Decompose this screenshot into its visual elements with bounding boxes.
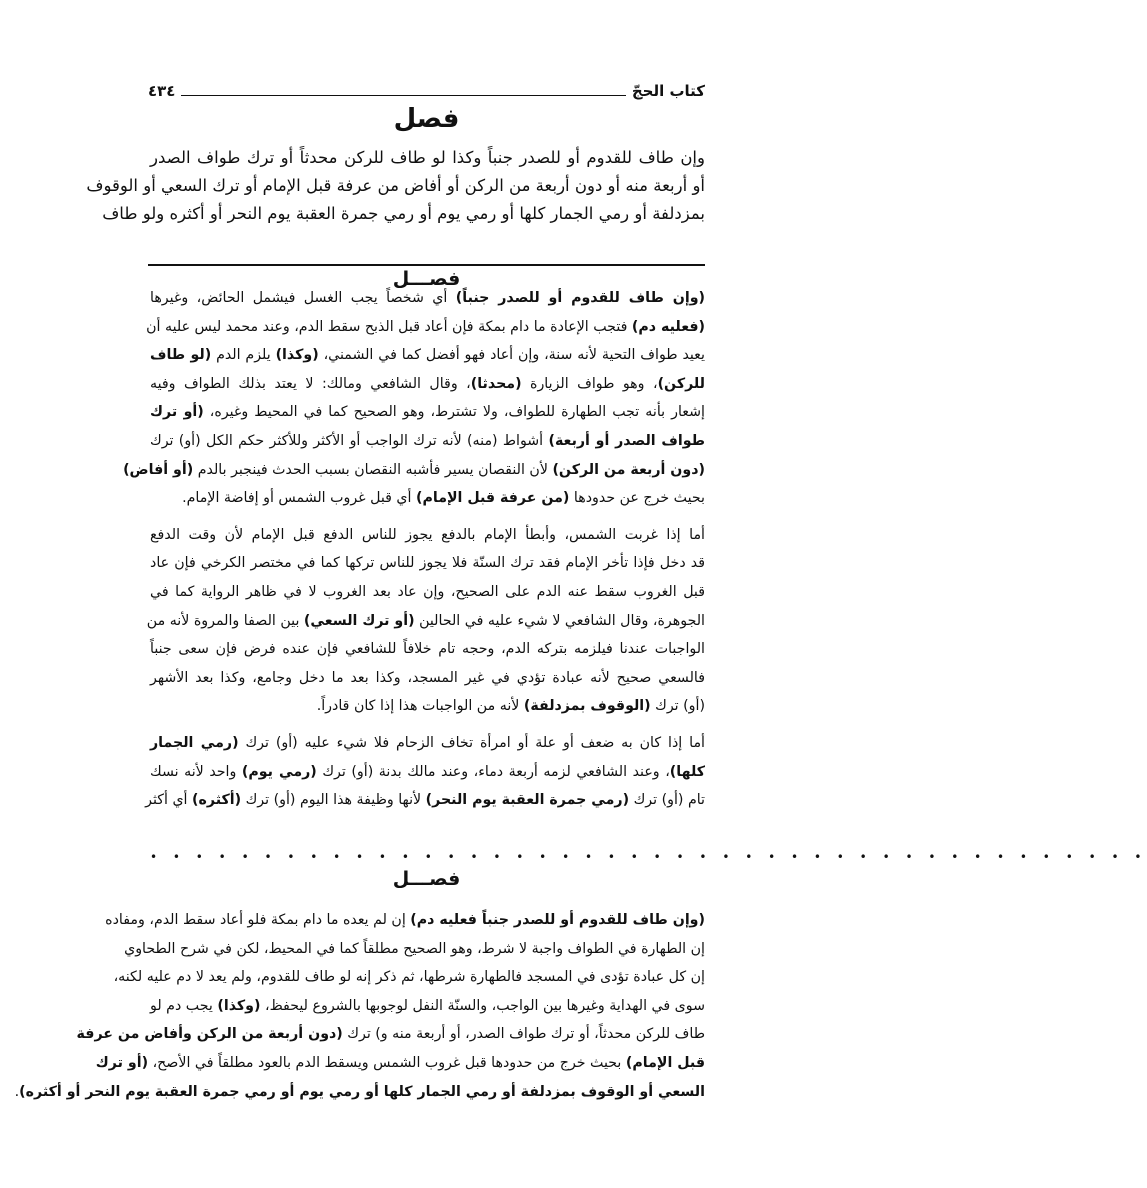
text-segment: قبل الغروب سقط عنه الدم على الصحيح، وإن عاد بعد الغروب لا في ظاهر الرواية كما في bbox=[150, 583, 705, 600]
quoted-matn-segment: قبل الإمام) bbox=[625, 1054, 705, 1071]
text-segment: تام (أو) ترك bbox=[629, 792, 705, 809]
text-segment: واحد لأنه نسك bbox=[150, 763, 242, 780]
quoted-matn-segment: السعي أو الوقوف بمزدلفة أو رمي الجمار كلها أو رمي يوم أو رمي جمرة العقبة يوم النحر أو أكثره) bbox=[19, 1083, 705, 1100]
text-segment: فالسعي صحيح لأنه عبادة تؤدي في غير المسجد، وكذا بعد ما دخل وجامع، وكذا بعد الأشهر bbox=[150, 669, 705, 686]
page-number: ٤٣٤ bbox=[148, 82, 176, 100]
text-segment: أي شخصاً يجب الغسل فيشمل الحائض، وغيرها bbox=[150, 290, 456, 306]
text-segment: إن لم يعده ما دام بمكة فلو أعاد سقط الدم، ومفاده bbox=[105, 912, 411, 928]
text-segment: ، وعند الشافعي لزمه أربعة دماء، وعند مالك بدنة (أو) ترك bbox=[316, 763, 670, 780]
section-title-sharh-2: فصـــل bbox=[392, 868, 461, 890]
section-title-sharh-1: فصـــل bbox=[392, 268, 461, 290]
text-segment: بحيث خرج عن حدودها bbox=[569, 490, 705, 507]
text-line bbox=[150, 992, 705, 1021]
paragraph bbox=[14, 906, 705, 1106]
text-line bbox=[150, 635, 705, 664]
text-line bbox=[150, 398, 705, 427]
book-title: كتاب الحجّ bbox=[631, 82, 705, 100]
header-rule bbox=[181, 95, 625, 96]
text-line bbox=[150, 284, 705, 313]
text-line bbox=[150, 370, 705, 399]
text-segment: لأن النقصان يسير فأشبه النقصان بسبب الحدث فينجبر بالدم bbox=[193, 461, 553, 478]
text-segment: أي أكثر bbox=[145, 792, 193, 809]
text-line bbox=[150, 549, 705, 578]
text-line bbox=[150, 427, 705, 456]
text-line bbox=[86, 172, 705, 200]
text-segment: أما إذا غربت الشمس، وأبطأ الإمام بالدفع يجوز للناس الدفع قبل الإمام لأن وقت الدفع bbox=[150, 526, 705, 543]
quoted-matn-segment: (أو أفاض) bbox=[123, 461, 194, 478]
text-segment: بين الصفا والمروة لأنه من bbox=[146, 612, 304, 629]
text-line bbox=[150, 341, 705, 370]
commentary-text-1 bbox=[123, 284, 706, 823]
text-segment: ، وهو طواف الزيارة bbox=[521, 375, 658, 392]
quoted-matn-segment: (محدثا) bbox=[470, 375, 522, 392]
text-segment: (أو) ترك bbox=[650, 698, 705, 715]
text-segment: الواجبات عندنا فيلزمه بتركه الدم، وحجه تام خلافاً للشافعي فإن عنده فرض فإن سعى جنباً bbox=[150, 641, 705, 658]
text-segment: إن كل عبادة تؤدى في المسجد فالطهارة شرطها، ثم ذكر إنه لو طاف للقدوم، ولم يعد لا دم عليه لكنه، bbox=[113, 969, 705, 986]
text-line bbox=[102, 200, 705, 228]
paragraph bbox=[86, 144, 705, 228]
dotted-separator: • • • • • • • • • • • • • • • • • • • • • • • • • • • • • • • • • • • • • • • • • • • • bbox=[150, 850, 1147, 864]
quoted-matn-segment: (أو ترك bbox=[95, 1054, 149, 1071]
quoted-matn-segment: (أكثره) bbox=[192, 792, 242, 809]
text-segment: وإن طاف للقدوم أو للصدر جنباً وكذا لو طاف للركن محدثاً أو ترك طواف الصدر bbox=[150, 148, 705, 167]
quoted-matn-segment: (رمي جمرة العقبة يوم النحر) bbox=[425, 792, 630, 809]
text-segment: فتجب الإعادة ما دام بمكة فإن أعاد قبل الذبح سقط الدم، وعند محمد ليس عليه أن bbox=[146, 318, 632, 335]
text-line bbox=[150, 692, 705, 721]
text-segment: يجب دم لو bbox=[150, 997, 218, 1014]
text-segment: إشعار بأنه تجب الطهارة للطواف، ولا تشترط، وهو الصحيح كما في المحيط وغيره، bbox=[203, 404, 705, 421]
quoted-matn-segment: للركن) bbox=[657, 375, 706, 392]
text-line bbox=[14, 1078, 705, 1107]
text-segment: طاف للركن محدثاً، أو ترك طواف الصدر، أو أربعة منه و) ترك bbox=[342, 1026, 705, 1043]
section-divider bbox=[148, 264, 705, 266]
text-line bbox=[150, 521, 705, 550]
text-segment: يلزم الدم bbox=[211, 347, 276, 364]
text-line bbox=[145, 786, 705, 815]
commentary-text-2 bbox=[14, 906, 705, 1114]
text-segment: لأنه من الواجبات هذا إذا كان قادراً. bbox=[316, 698, 524, 715]
text-line bbox=[150, 729, 705, 758]
text-segment: أشواط (منه) لأنه ترك الواجب أو الأكثر وللأكثر حكم الكل (أو) ترك bbox=[150, 432, 549, 449]
quoted-matn-segment: (رمي يوم) bbox=[241, 763, 317, 780]
quoted-matn-segment: (أو ترك السعي) bbox=[303, 612, 415, 629]
quoted-matn-segment: (دون أربعة من الركن) bbox=[552, 461, 705, 478]
text-segment: يعيد طواف التحية لأنه سنة، وإن أعاد فهو أفضل كما في الشمني، bbox=[318, 347, 705, 364]
text-segment: أو أربعة منه أو دون أربعة من الركن أو أفاض من عرفة قبل الإمام أو ترك السعي أو الوقوف bbox=[86, 176, 705, 195]
text-segment: إن الطهارة في الطواف واجبة لا شرط، وهو الصحيح مطلقاً كما في المحيط، لكن في شرح الطحاوي bbox=[124, 940, 705, 957]
text-segment: ، وقال الشافعي ومالك: لا يعتد بذلك الطواف وفيه bbox=[150, 375, 471, 392]
text-segment: بحيث خرج من حدودها قبل غروب الشمس ويسقط الدم بالعود مطلقاً في الأصح، bbox=[148, 1054, 626, 1071]
text-segment: سوى في الهداية وغيرها بين الواجب، والسنّة النفل لوجوبها بالشروع ليحفظ، bbox=[260, 997, 705, 1014]
quoted-matn-segment: (فعليه دم) bbox=[631, 318, 705, 335]
text-line bbox=[76, 1020, 705, 1049]
quoted-matn-segment: (الوقوف بمزدلفة) bbox=[523, 698, 651, 715]
quoted-matn-segment: (وكذا) bbox=[275, 347, 319, 364]
text-segment: لأنها وظيفة هذا اليوم (أو) ترك bbox=[241, 792, 426, 809]
matn-text bbox=[86, 144, 705, 236]
quoted-matn-segment: طواف الصدر أو أربعة) bbox=[548, 432, 706, 449]
section-title-matn: فصل bbox=[393, 104, 460, 134]
quoted-matn-segment: (دون أربعة من الركن وأفاض من عرفة bbox=[76, 1026, 343, 1043]
text-line bbox=[150, 664, 705, 693]
quoted-matn-segment: كلها) bbox=[669, 763, 706, 780]
text-line bbox=[150, 144, 705, 172]
text-line bbox=[150, 578, 705, 607]
text-line bbox=[150, 758, 705, 787]
text-line bbox=[146, 607, 705, 636]
paragraph bbox=[146, 521, 705, 721]
text-segment: أي قبل غروب الشمس أو إفاضة الإمام. bbox=[182, 490, 416, 507]
text-line bbox=[150, 484, 705, 513]
text-line bbox=[95, 1049, 705, 1078]
quoted-matn-segment: (وكذا) bbox=[217, 997, 261, 1014]
quoted-matn-segment: (رمي الجمار bbox=[150, 734, 239, 751]
quoted-matn-segment: (وإن طاف للقدوم أو للصدر جنباً) bbox=[455, 290, 705, 306]
text-segment: الجوهرة، وقال الشافعي لا شيء عليه في الحالين bbox=[414, 612, 705, 629]
text-line bbox=[124, 935, 705, 964]
paragraph bbox=[123, 284, 706, 513]
text-line bbox=[105, 906, 705, 935]
text-segment: . bbox=[14, 1083, 20, 1100]
text-segment: أما إذا كان به ضعف أو علة أو امرأة تخاف الزحام فلا شيء عليه (أو) ترك bbox=[238, 734, 706, 751]
text-line bbox=[146, 313, 705, 342]
text-line bbox=[123, 456, 705, 485]
quoted-matn-segment: (وإن طاف للقدوم أو للصدر جنباً فعليه دم) bbox=[410, 912, 705, 928]
text-line bbox=[113, 963, 705, 992]
quoted-matn-segment: (لو طاف bbox=[150, 347, 212, 364]
quoted-matn-segment: (أو ترك bbox=[150, 404, 204, 421]
text-segment: بمزدلفة أو رمي الجمار كلها أو رمي يوم أو رمي جمرة العقبة يوم النحر أو أكثره ولو طاف bbox=[102, 204, 705, 223]
text-segment: قد دخل فإذا تأخر الإمام فقد ترك السنّة فلا يجوز للناس تركها كما في مختصر الكرخي فإن عاد bbox=[150, 555, 705, 572]
quoted-matn-segment: (من عرفة قبل الإمام) bbox=[415, 490, 570, 507]
paragraph bbox=[145, 729, 706, 815]
running-header bbox=[148, 78, 705, 100]
